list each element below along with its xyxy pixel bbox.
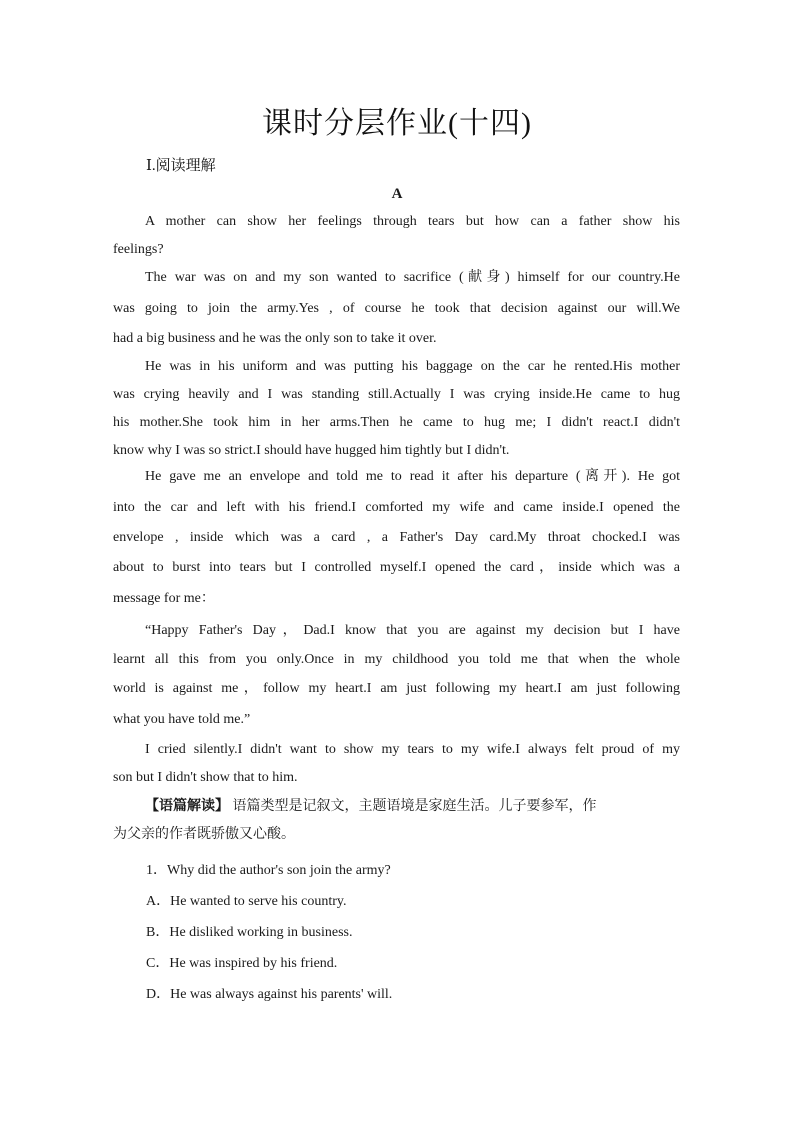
option-c: C．He was inspired by his friend.: [146, 956, 338, 971]
paragraph-line: had a big business and he was the only son to take it over.: [113, 331, 437, 346]
paragraph-line: about to burst into tears but I controlled myself.I opened the card，inside which was a: [113, 560, 680, 575]
analysis-line: 为父亲的作者既骄傲又心酸。: [113, 827, 295, 842]
page-title: 课时分层作业(十四): [262, 107, 532, 140]
paragraph-6: [113, 740, 680, 796]
paragraph-5: [113, 621, 680, 738]
option-b: B．He disliked working in business.: [146, 925, 353, 940]
paragraph-line: into the car and left with his friend.I comforted my wife and came inside.I opened the: [113, 500, 680, 515]
question-stem: 1．Why did the author's son join the army?: [146, 863, 391, 878]
paragraph-line: He was in his uniform and was putting his baggage on the car he rented.His mother: [145, 359, 680, 374]
paragraph-line: was crying heavily and I was standing still.Actually I was crying inside.He came to hug: [113, 387, 680, 402]
paragraph-3: [113, 357, 680, 469]
paragraph-line: what you have told me.”: [113, 712, 251, 727]
paragraph-line: The war was on and my son wanted to sacrifice (献身) himself for our country.He: [145, 270, 680, 285]
paragraph-line: envelope , inside which was a card , a Father's Day card.My throat chocked.I was: [113, 530, 680, 545]
paragraph-line: He gave me an envelope and told me to read it after his departure (离开). He got: [145, 469, 680, 484]
passage-letter: A: [391, 186, 403, 202]
paragraph-line: feelings?: [113, 242, 164, 257]
paragraph-4: [113, 467, 680, 617]
paragraph-1: [113, 212, 680, 268]
analysis-label: 【语篇解读】: [145, 799, 229, 814]
paragraph-line: I cried silently.I didn't want to show my tears to my wife.I always felt proud of my: [145, 742, 680, 757]
paragraph-line: “Happy Father's Day，Dad.I know that you are against my decision but I have: [145, 623, 680, 638]
paragraph-line: learnt all this from you only.Once in my childhood you told me that when the whole: [113, 652, 680, 667]
option-a: A．He wanted to serve his country.: [146, 894, 347, 909]
analysis-line: [113, 797, 680, 825]
paragraph-2: [113, 268, 680, 357]
passage-analysis: [113, 797, 680, 853]
paragraph-line: know why I was so strict.I should have hugged him tightly but I didn't.: [113, 443, 510, 458]
option-d: D．He was always against his parents' will.: [146, 987, 393, 1002]
paragraph-line: was going to join the army.Yes , of course he took that decision against our will.We: [113, 301, 680, 316]
analysis-text: 语篇类型是记叙文，主题语境是家庭生活。儿子要参军，作: [229, 799, 597, 814]
paragraph-line: A mother can show her feelings through tears but how can a father show his: [145, 214, 680, 229]
section-heading: Ⅰ.阅读理解: [146, 158, 216, 174]
paragraph-line: his mother.She took him in her arms.Then he came to hug me; I didn't react.I didn't: [113, 415, 680, 430]
paragraph-line: world is against me，follow my heart.I am just following my heart.I am just following: [113, 681, 680, 696]
paragraph-line: message for me：: [113, 591, 215, 606]
paragraph-line: son but I didn't show that to him.: [113, 770, 298, 785]
